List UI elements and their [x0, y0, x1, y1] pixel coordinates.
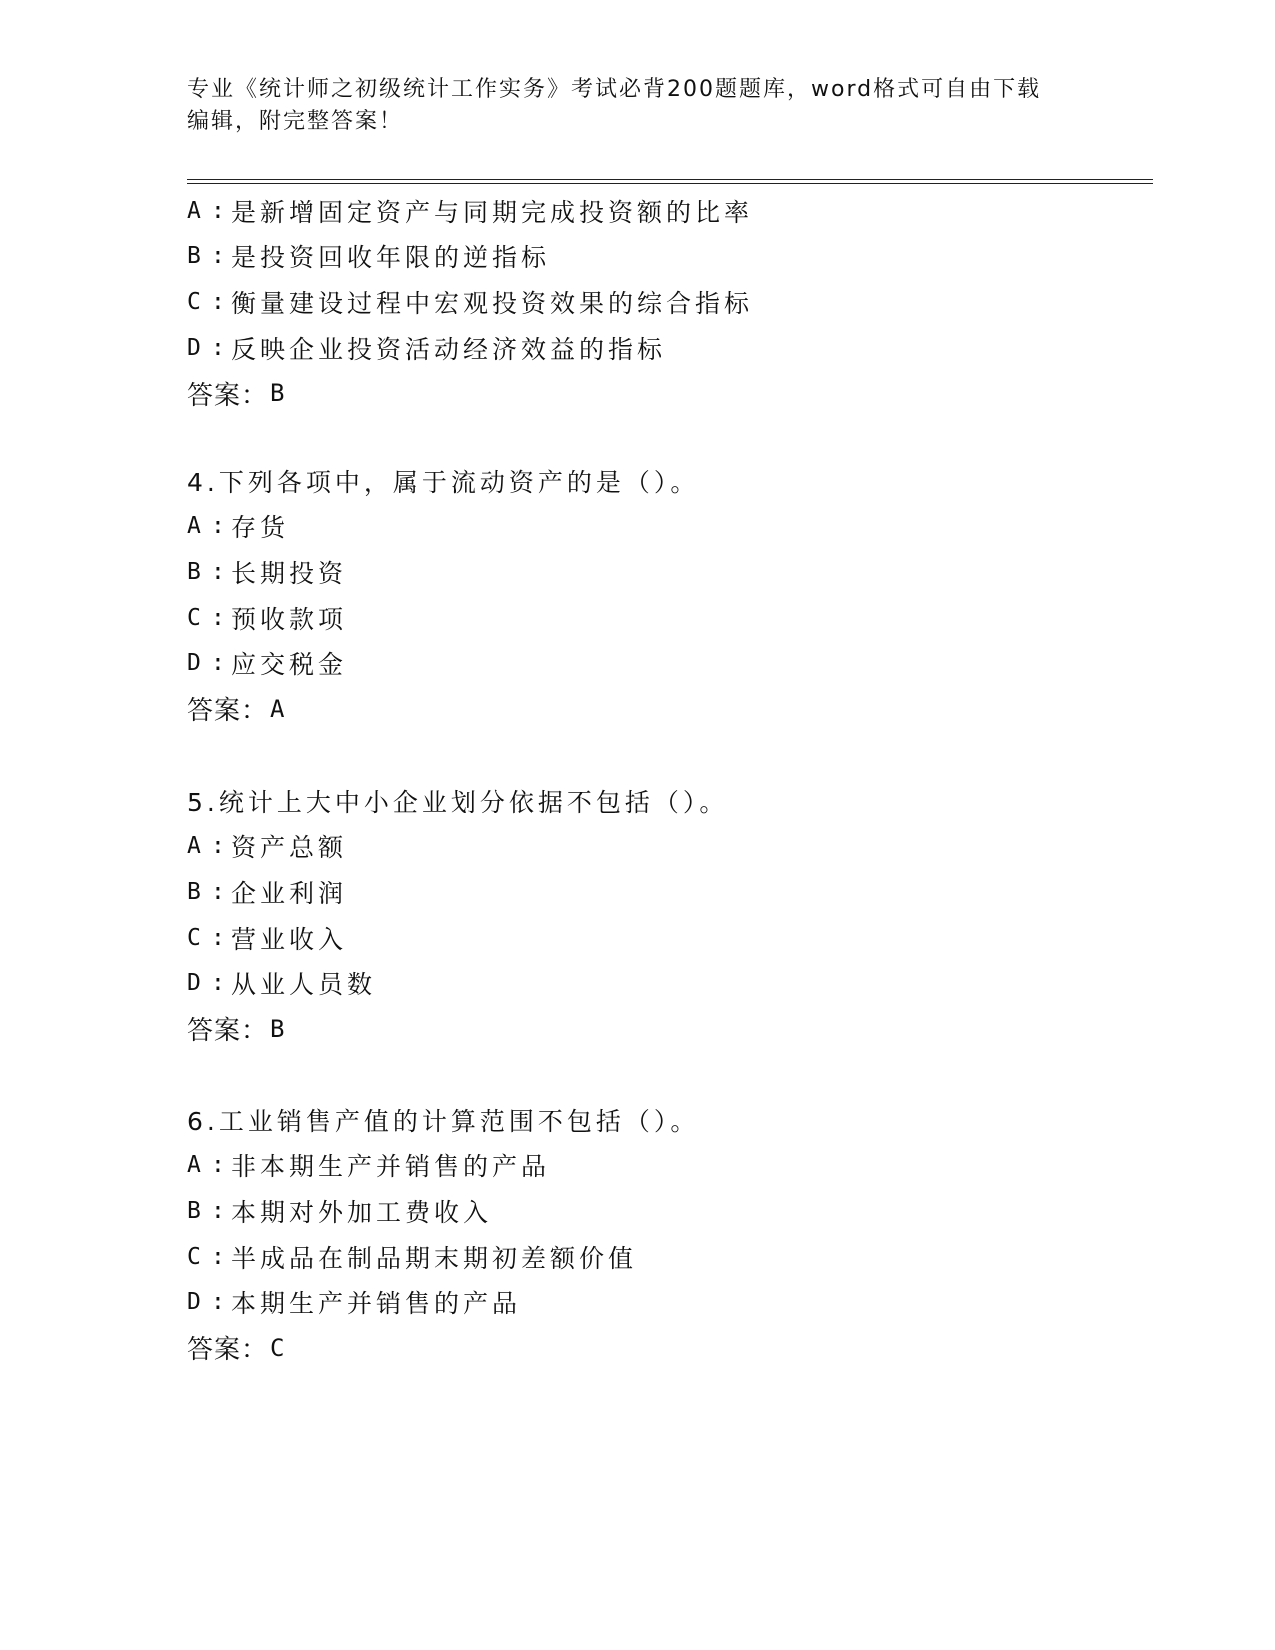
answer-line [187, 1006, 1087, 1052]
question-text-line [187, 778, 1087, 824]
option-text: 预收款项 [231, 604, 348, 634]
option-text: 企业利润 [231, 878, 348, 908]
option-b [187, 234, 1087, 280]
header-rule-top [187, 179, 1153, 180]
option-colon: : [211, 924, 225, 951]
header-rule-bottom [187, 183, 1153, 184]
option-a [187, 188, 1087, 234]
option-text: 应交税金 [231, 650, 348, 680]
header-title-line-2: 编辑，附完整答案！ [187, 109, 404, 134]
question-text-line [187, 1097, 1087, 1143]
option-text: 非本期生产并销售的产品 [231, 1152, 551, 1182]
option-colon: : [211, 833, 225, 860]
option-text: 是投资回收年限的逆指标 [231, 243, 551, 273]
option-text: 本期对外加工费收入 [231, 1197, 493, 1227]
option-text: 反映企业投资活动经济效益的指标 [231, 334, 667, 364]
option-letter: D [187, 1289, 201, 1316]
option-colon: : [211, 604, 225, 631]
question-text-line [187, 458, 1087, 504]
option-text: 本期生产并销售的产品 [231, 1289, 522, 1319]
option-c [187, 1234, 1087, 1280]
option-c [187, 595, 1087, 641]
option-text: 存货 [231, 513, 290, 543]
option-letter: D [187, 334, 201, 361]
option-text: 营业收入 [231, 924, 348, 954]
answer-label: 答案： [187, 1016, 269, 1047]
answer-label: 答案： [187, 1335, 269, 1366]
option-text: 资产总额 [231, 833, 348, 863]
option-letter: C [187, 924, 201, 951]
option-text: 衡量建设过程中宏观投资效果的综合指标 [231, 288, 754, 318]
option-colon: : [211, 650, 225, 677]
question-text: 4.下列各项中，属于流动资产的是（）。 [187, 467, 700, 497]
answer-value: C [270, 1333, 286, 1362]
option-b [187, 1188, 1087, 1234]
option-colon: : [211, 1243, 225, 1270]
question-block-5 [187, 778, 1087, 1052]
option-c [187, 279, 1087, 325]
option-text: 是新增固定资产与同期完成投资额的比率 [231, 197, 754, 227]
option-d [187, 325, 1087, 371]
option-colon: : [211, 1152, 225, 1179]
option-a [187, 504, 1087, 550]
option-d [187, 640, 1087, 686]
option-b [187, 869, 1087, 915]
option-c [187, 915, 1087, 961]
document-header [187, 74, 1067, 138]
answer-line [187, 370, 1087, 416]
option-letter: D [187, 650, 201, 677]
answer-line [187, 1325, 1087, 1371]
answer-value: B [270, 1014, 286, 1043]
option-d [187, 960, 1087, 1006]
question-text: 6.工业销售产值的计算范围不包括（）。 [187, 1106, 700, 1136]
option-a [187, 824, 1087, 870]
option-d [187, 1279, 1087, 1325]
question-block-6 [187, 1097, 1087, 1371]
option-b [187, 549, 1087, 595]
option-colon: : [211, 1289, 225, 1316]
option-colon: : [211, 288, 225, 315]
option-letter: C [187, 288, 201, 315]
option-colon: : [211, 513, 225, 540]
option-colon: : [211, 1197, 225, 1224]
answer-label: 答案： [187, 380, 269, 411]
option-letter: A [187, 833, 201, 860]
option-colon: : [211, 197, 225, 224]
answer-label: 答案： [187, 696, 269, 727]
option-letter: D [187, 970, 201, 997]
option-colon: : [211, 970, 225, 997]
answer-line [187, 686, 1087, 732]
header-title-line-1: 专业《统计师之初级统计工作实务》考试必背200题题库，word格式可自由下载 [187, 77, 1042, 102]
option-letter: A [187, 513, 201, 540]
option-letter: C [187, 604, 201, 631]
option-letter: B [187, 558, 201, 585]
option-colon: : [211, 243, 225, 270]
option-text: 长期投资 [231, 558, 348, 588]
option-colon: : [211, 878, 225, 905]
option-text: 从业人员数 [231, 970, 377, 1000]
option-letter: A [187, 1152, 201, 1179]
option-letter: A [187, 197, 201, 224]
question-text: 5.统计上大中小企业划分依据不包括（）。 [187, 787, 729, 817]
option-colon: : [211, 558, 225, 585]
option-colon: : [211, 334, 225, 361]
question-block-4 [187, 458, 1087, 732]
answer-value: B [270, 379, 286, 408]
option-letter: C [187, 1243, 201, 1270]
question-block-3 [187, 188, 1087, 416]
option-a [187, 1143, 1087, 1189]
option-letter: B [187, 878, 201, 905]
option-letter: B [187, 243, 201, 270]
option-letter: B [187, 1197, 201, 1224]
option-text: 半成品在制品期末期初差额价值 [231, 1243, 638, 1273]
answer-value: A [270, 694, 286, 723]
